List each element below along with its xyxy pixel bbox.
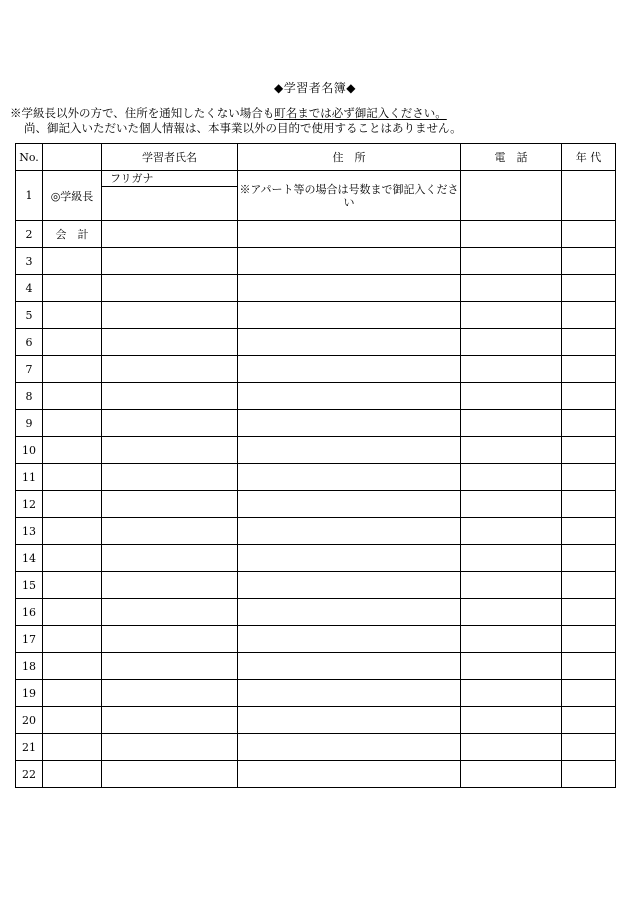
address-cell[interactable] (238, 437, 461, 464)
name-cell[interactable] (102, 653, 238, 680)
address-cell[interactable] (238, 599, 461, 626)
address-cell[interactable] (238, 410, 461, 437)
age-cell[interactable] (562, 464, 616, 491)
address-cell[interactable] (238, 680, 461, 707)
phone-cell[interactable] (461, 680, 562, 707)
name-cell[interactable] (102, 275, 238, 302)
role-cell[interactable] (43, 437, 102, 464)
roster-table (15, 143, 616, 788)
table-row (16, 491, 616, 518)
table-row (16, 302, 616, 329)
document-title: ◆学習者名簿◆ (274, 81, 356, 95)
furigana-label: フリガナ (102, 171, 237, 187)
table-row (16, 275, 616, 302)
role-cell[interactable] (43, 464, 102, 491)
name-cell[interactable] (102, 248, 238, 275)
table-row (16, 356, 616, 383)
table-row (16, 734, 616, 761)
row-number: 8 (16, 383, 43, 410)
address-cell[interactable] (238, 356, 461, 383)
name-cell[interactable] (102, 356, 238, 383)
age-cell[interactable] (562, 221, 616, 248)
role-cell[interactable] (43, 599, 102, 626)
row-number: 10 (16, 437, 43, 464)
row-number: 7 (16, 356, 43, 383)
name-cell[interactable] (102, 518, 238, 545)
address-cell[interactable] (238, 329, 461, 356)
header-name: 学習者氏名 (102, 144, 238, 171)
row-number: 14 (16, 545, 43, 572)
phone-cell[interactable] (461, 171, 562, 221)
phone-cell[interactable] (461, 653, 562, 680)
row-number: 1 (16, 171, 43, 221)
row-number: 13 (16, 518, 43, 545)
address-cell[interactable] (238, 491, 461, 518)
age-cell[interactable] (562, 248, 616, 275)
name-cell[interactable] (102, 545, 238, 572)
role-cell[interactable] (43, 491, 102, 518)
table-row (16, 464, 616, 491)
age-cell[interactable] (562, 329, 616, 356)
phone-cell[interactable] (461, 410, 562, 437)
header-age: 年 代 (562, 144, 616, 171)
age-cell[interactable] (562, 410, 616, 437)
phone-cell[interactable] (461, 599, 562, 626)
table-row (16, 572, 616, 599)
role-cell[interactable] (43, 680, 102, 707)
address-cell[interactable] (238, 383, 461, 410)
phone-cell[interactable] (461, 518, 562, 545)
name-cell[interactable] (102, 761, 238, 788)
table-row (16, 248, 616, 275)
table-row (16, 761, 616, 788)
age-cell[interactable] (562, 761, 616, 788)
name-cell[interactable] (102, 221, 238, 248)
phone-cell[interactable] (461, 572, 562, 599)
role-class-leader: ◎学級長 (43, 171, 102, 221)
role-cell[interactable] (43, 707, 102, 734)
address-cell[interactable] (238, 734, 461, 761)
role-cell[interactable] (43, 356, 102, 383)
address-cell[interactable] (238, 248, 461, 275)
header-row (16, 144, 616, 171)
table-row (16, 518, 616, 545)
age-cell[interactable] (562, 302, 616, 329)
table-row (16, 626, 616, 653)
phone-cell[interactable] (461, 221, 562, 248)
row-number: 15 (16, 572, 43, 599)
header-role (43, 144, 102, 171)
role-cell[interactable] (43, 410, 102, 437)
role-cell[interactable] (43, 572, 102, 599)
role-cell[interactable] (43, 734, 102, 761)
name-entry[interactable] (102, 187, 237, 220)
notice-line-2: 尚、御記入いただいた個人情報は、本事業以外の目的で使用することはありません。 (24, 121, 462, 135)
age-cell[interactable] (562, 171, 616, 221)
phone-cell[interactable] (461, 545, 562, 572)
role-cell[interactable] (43, 275, 102, 302)
address-cell[interactable] (238, 545, 461, 572)
name-cell[interactable] (102, 707, 238, 734)
row-number: 16 (16, 599, 43, 626)
role-cell[interactable] (43, 761, 102, 788)
phone-cell[interactable] (461, 302, 562, 329)
row-number: 5 (16, 302, 43, 329)
phone-cell[interactable] (461, 734, 562, 761)
row-number: 3 (16, 248, 43, 275)
age-cell[interactable] (562, 518, 616, 545)
notice-line-1-text: ※学級長以外の方で、住所を通知したくない場合も (10, 106, 275, 120)
name-cell[interactable] (102, 383, 238, 410)
name-cell[interactable] (102, 329, 238, 356)
phone-cell[interactable] (461, 383, 562, 410)
name-cell[interactable] (102, 491, 238, 518)
phone-cell[interactable] (461, 275, 562, 302)
role-cell[interactable] (43, 248, 102, 275)
table-row (16, 653, 616, 680)
phone-cell[interactable] (461, 491, 562, 518)
name-cell[interactable] (102, 464, 238, 491)
age-cell[interactable] (562, 491, 616, 518)
name-cell[interactable] (102, 734, 238, 761)
address-cell[interactable] (238, 653, 461, 680)
age-cell[interactable] (562, 707, 616, 734)
table-row (16, 171, 616, 221)
phone-cell[interactable] (461, 248, 562, 275)
row-number: 18 (16, 653, 43, 680)
name-cell[interactable] (102, 302, 238, 329)
age-cell[interactable] (562, 734, 616, 761)
age-cell[interactable] (562, 356, 616, 383)
row-number: 9 (16, 410, 43, 437)
phone-cell[interactable] (461, 464, 562, 491)
table-row (16, 707, 616, 734)
notice-underlined-text: 町名までは必ず御記入ください。 (274, 106, 447, 120)
notice-line-1 (10, 106, 447, 120)
phone-cell[interactable] (461, 437, 562, 464)
address-cell[interactable] (238, 707, 461, 734)
table-row (16, 383, 616, 410)
age-cell[interactable] (562, 599, 616, 626)
role-cell[interactable] (43, 653, 102, 680)
role-cell[interactable] (43, 518, 102, 545)
name-cell[interactable] (102, 599, 238, 626)
address-note[interactable]: ※アパート等の場合は号数まで御記入ください (238, 171, 461, 221)
row-number: 2 (16, 221, 43, 248)
table-row (16, 410, 616, 437)
phone-cell[interactable] (461, 356, 562, 383)
name-cell[interactable] (102, 680, 238, 707)
name-cell[interactable] (102, 410, 238, 437)
row-number: 21 (16, 734, 43, 761)
role-treasurer: 会 計 (43, 221, 102, 248)
row-number: 19 (16, 680, 43, 707)
row-number: 22 (16, 761, 43, 788)
name-cell[interactable] (102, 171, 238, 221)
age-cell[interactable] (562, 680, 616, 707)
address-cell[interactable] (238, 221, 461, 248)
header-no: No. (16, 144, 43, 171)
age-cell[interactable] (562, 437, 616, 464)
address-cell[interactable] (238, 761, 461, 788)
age-cell[interactable] (562, 383, 616, 410)
table-row (16, 221, 616, 248)
address-cell[interactable] (238, 275, 461, 302)
row-number: 11 (16, 464, 43, 491)
name-cell[interactable] (102, 626, 238, 653)
role-cell[interactable] (43, 329, 102, 356)
row-number: 6 (16, 329, 43, 356)
address-cell[interactable] (238, 302, 461, 329)
header-address: 住 所 (238, 144, 461, 171)
table-row (16, 680, 616, 707)
age-cell[interactable] (562, 275, 616, 302)
phone-cell[interactable] (461, 626, 562, 653)
age-cell[interactable] (562, 572, 616, 599)
address-cell[interactable] (238, 572, 461, 599)
age-cell[interactable] (562, 626, 616, 653)
role-cell[interactable] (43, 626, 102, 653)
age-cell[interactable] (562, 653, 616, 680)
row-number: 20 (16, 707, 43, 734)
row-number: 12 (16, 491, 43, 518)
phone-cell[interactable] (461, 707, 562, 734)
row-number: 4 (16, 275, 43, 302)
role-cell[interactable] (43, 383, 102, 410)
address-cell[interactable] (238, 518, 461, 545)
phone-cell[interactable] (461, 329, 562, 356)
phone-cell[interactable] (461, 761, 562, 788)
table-row (16, 545, 616, 572)
address-cell[interactable] (238, 626, 461, 653)
name-cell[interactable] (102, 572, 238, 599)
header-phone: 電 話 (461, 144, 562, 171)
table-row (16, 437, 616, 464)
row-number: 17 (16, 626, 43, 653)
table-row (16, 329, 616, 356)
role-cell[interactable] (43, 545, 102, 572)
role-cell[interactable] (43, 302, 102, 329)
address-cell[interactable] (238, 464, 461, 491)
name-cell[interactable] (102, 437, 238, 464)
age-cell[interactable] (562, 545, 616, 572)
table-row (16, 599, 616, 626)
